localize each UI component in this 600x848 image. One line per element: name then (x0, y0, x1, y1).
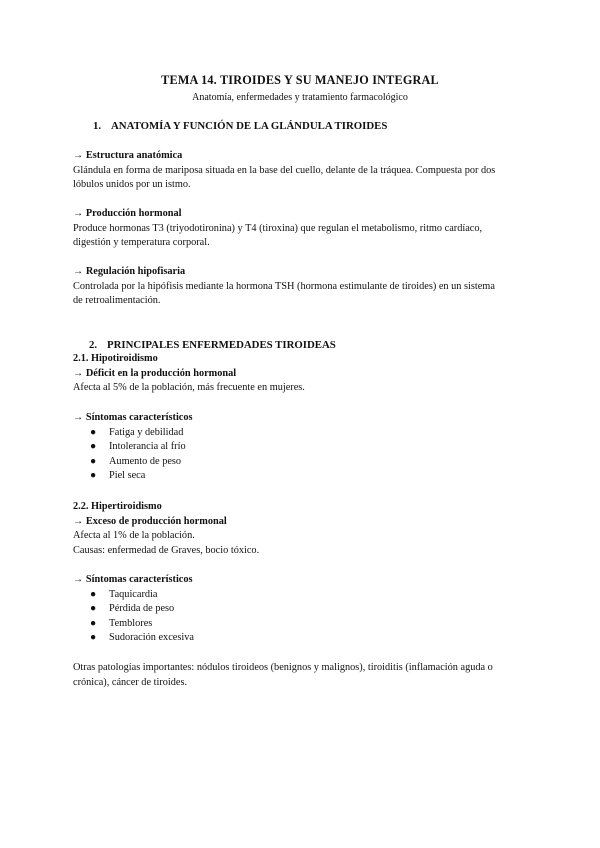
hyperthyroidism-block (73, 500, 533, 558)
hyperthyroidism-line-2: Causas: enfermedad de Graves, bocio tóxico. (73, 544, 260, 556)
bullet-icon: ● (90, 441, 97, 453)
hypothyroidism-block (73, 352, 533, 396)
anatomy-block (73, 149, 533, 193)
hyperthyroidism-symptom-list (73, 588, 533, 646)
anatomy-heading: → Estructura anatómica (73, 150, 183, 161)
list-item (73, 588, 533, 603)
hyperthyroidism-heading: 2.2. Hipertiroidismo (73, 501, 162, 512)
bullet-icon: ● (90, 426, 97, 438)
hypothyroidism-line-1: Afecta al 5% de la población, más frecuente en mujeres. (73, 382, 305, 394)
bullet-icon: ● (90, 617, 97, 629)
list-item (73, 602, 533, 617)
symptom-text: Taquicardia (109, 588, 158, 600)
pituitary-regulation-line-1: Controlada por la hipófisis mediante la hormona TSH (hormona estimulante de tiroides) en un sistema (73, 280, 495, 292)
symptom-text: Fatiga y debilidad (109, 426, 184, 438)
symptom-text: Aumento de peso (109, 455, 182, 467)
anatomy-line-2: lóbulos unidos por un istmo. (73, 179, 191, 191)
section-2-number: 2. (89, 339, 98, 351)
section-1-title: ANATOMÍA Y FUNCIÓN DE LA GLÁNDULA TIROIDES (111, 120, 388, 132)
anatomy-line-1: Glándula en forma de mariposa situada en la base del cuello, delante de la tráquea. Compuesta por dos (73, 164, 496, 176)
pituitary-regulation-line-2: de retroalimentación. (73, 295, 161, 307)
other-pathologies (73, 661, 533, 690)
list-item (73, 455, 533, 470)
hormone-production-block (73, 207, 533, 251)
list-item (73, 631, 533, 646)
hypothyroidism-symptoms (73, 411, 533, 484)
section-1-heading (93, 119, 553, 134)
other-pathologies-line-2: crónica), cáncer de tiroides. (73, 676, 188, 688)
hyperthyroidism-symptoms-heading: → Síntomas característicos (73, 574, 193, 585)
hormone-production-heading: → Producción hormonal (73, 208, 182, 219)
symptom-text: Temblores (109, 617, 153, 629)
list-item (73, 469, 533, 484)
symptom-text: Piel seca (109, 470, 146, 482)
hyperthyroidism-line-1: Afecta al 1% de la población. (73, 530, 195, 542)
bullet-icon: ● (90, 603, 97, 615)
pituitary-regulation-heading: → Regulación hipofisaria (73, 266, 186, 277)
bullet-icon: ● (90, 632, 97, 644)
hypothyroidism-heading: 2.1. Hipotiroidismo (73, 353, 158, 364)
list-item (73, 426, 533, 441)
symptom-text: Pérdida de peso (109, 603, 175, 615)
section-2-title: PRINCIPALES ENFERMEDADES TIROIDEAS (107, 339, 336, 351)
section-1-number: 1. (93, 120, 102, 132)
bullet-icon: ● (90, 588, 97, 600)
hormone-production-line-2: digestión y temperatura corporal. (73, 237, 210, 249)
hypothyroidism-symptom-list (73, 426, 533, 484)
hypothyroidism-symptoms-heading: → Síntomas característicos (73, 412, 193, 423)
hyperthyroidism-subheading: → Exceso de producción hormonal (73, 515, 227, 527)
bullet-icon: ● (90, 470, 97, 482)
hormone-production-line-1: Produce hormonas T3 (triyodotironina) y T4 (tiroxina) que regulan el metabolismo, ritmo cardíaco, (73, 222, 483, 234)
hyperthyroidism-symptoms (73, 573, 533, 646)
section-2-heading (89, 338, 549, 353)
symptom-text: Intolerancia al frío (109, 441, 186, 453)
other-pathologies-line-1: Otras patologías importantes: nódulos tiroideos (benignos y malignos), tiroiditis (inflamación aguda o (73, 662, 493, 673)
document-title: TEMA 14. TIROIDES Y SU MANEJO INTEGRAL (161, 73, 439, 87)
list-item (73, 440, 533, 455)
document-subtitle: Anatomía, enfermedades y tratamiento farmacológico (192, 92, 408, 103)
pituitary-regulation-block (73, 265, 533, 309)
bullet-icon: ● (90, 455, 97, 467)
hypothyroidism-subheading: → Déficit en la producción hormonal (73, 367, 237, 379)
symptom-text: Sudoración excesiva (109, 632, 194, 644)
list-item (73, 617, 533, 632)
